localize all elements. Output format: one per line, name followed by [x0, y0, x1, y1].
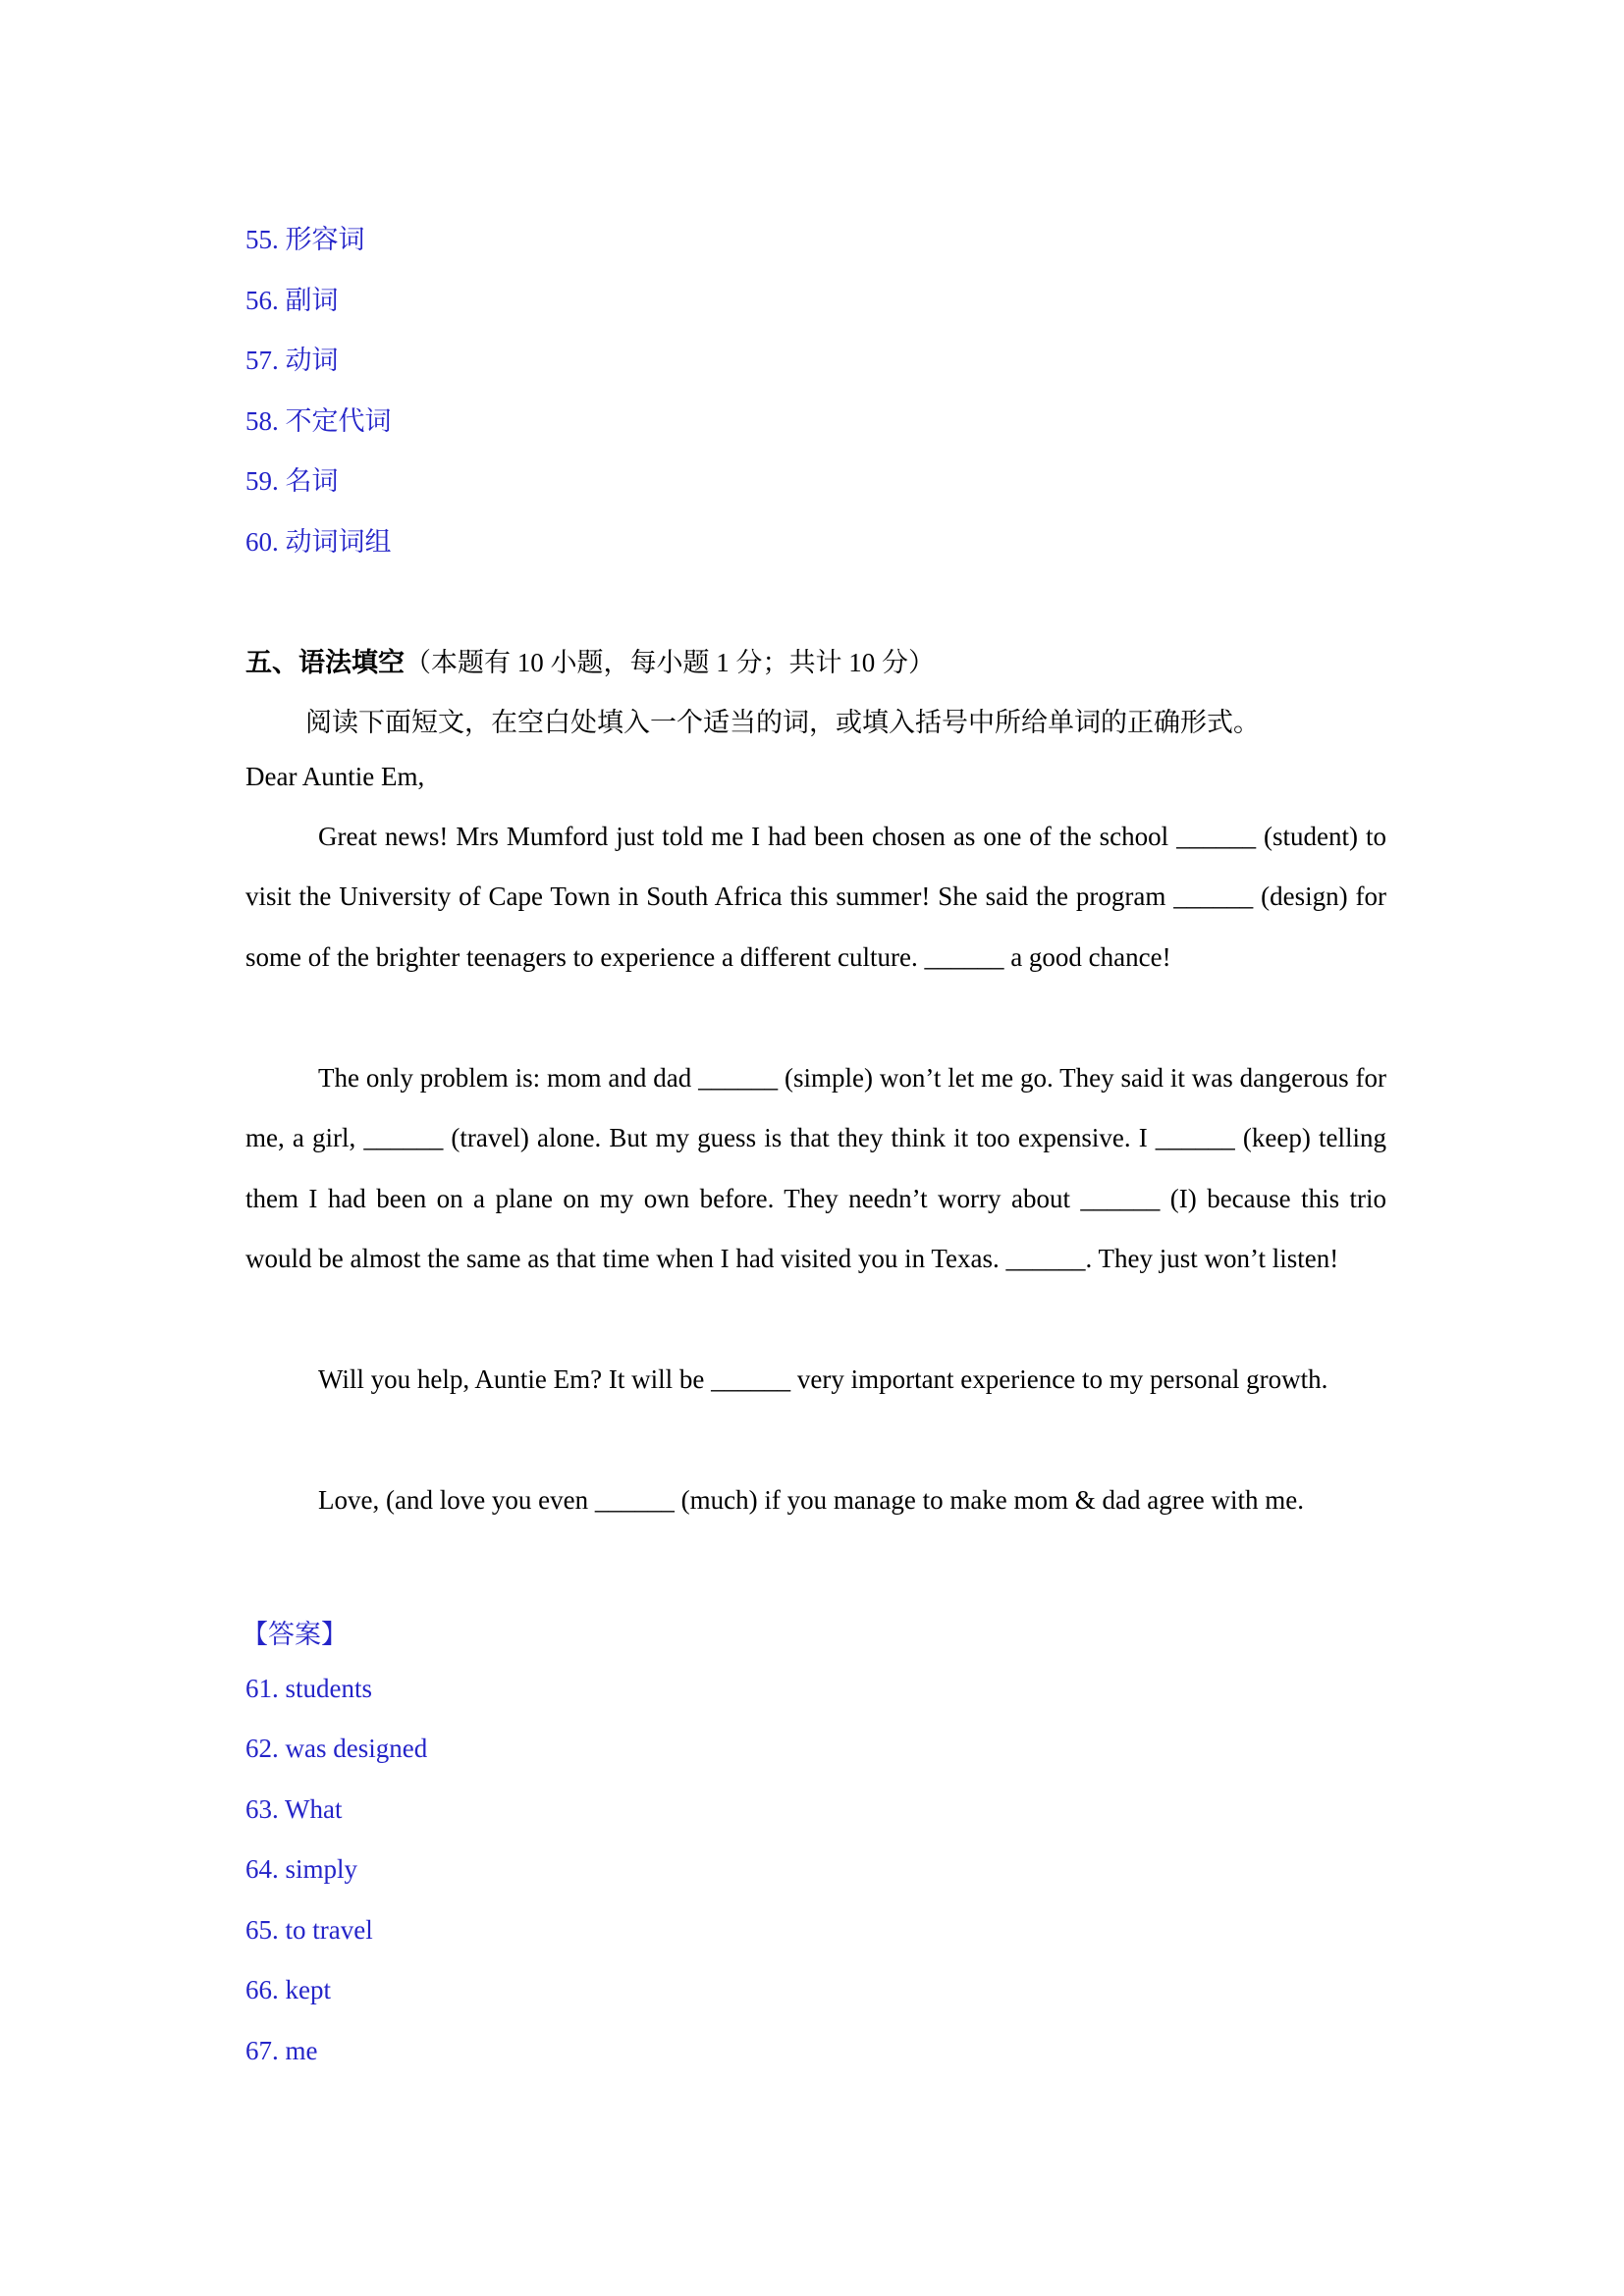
answer-label: 【答案】 [242, 1620, 348, 1649]
prev-answer-59 [245, 459, 339, 498]
letter-paragraph-1: Great news! Mrs Mumford just told me I had been chosen as one of the school ______ (student) to visit the University of Cape Town in South Africa this summer! She said the program ______ (design) for some of the brighter teenagers to experience a different culture. ______ a good chance! [245, 822, 1386, 972]
prev-answer-55 [245, 218, 365, 256]
answer-number: 60. [245, 527, 279, 557]
answer-62 [245, 1734, 427, 1764]
answer-number: 55. [245, 225, 279, 254]
prev-answer-58 [245, 400, 392, 438]
answer-number: 59. [245, 466, 279, 496]
answer-66 [245, 1975, 331, 2005]
section-heading [245, 641, 935, 679]
answer-number: 66. [245, 1975, 279, 2004]
answer-64 [245, 1854, 357, 1885]
prev-answer-60 [245, 520, 392, 559]
answer-text: students [285, 1674, 373, 1703]
answer-67 [245, 2036, 318, 2066]
answer-number: 56. [245, 286, 279, 315]
section-info: （本题有 10 小题，每小题 1 分；共计 10 分） [405, 648, 935, 677]
answer-text: 形容词 [285, 225, 365, 254]
letter-paragraph-3: Will you help, Auntie Em? It will be ______ very important experience to my personal growth. [318, 1364, 1328, 1394]
answer-65 [245, 1915, 373, 1946]
answer-number: 58. [245, 406, 279, 436]
answer-number: 57. [245, 346, 279, 375]
answer-number: 65. [245, 1915, 279, 1945]
answer-text: me [285, 2036, 318, 2065]
answer-61 [245, 1674, 372, 1704]
answer-number: 67. [245, 2036, 279, 2065]
answer-number: 63. [245, 1794, 279, 1824]
section-title: 五、语法填空 [245, 648, 405, 677]
prev-answer-56 [245, 279, 339, 317]
letter-salutation: Dear Auntie Em, [245, 762, 425, 791]
prev-answer-57 [245, 339, 339, 377]
answer-text: 副词 [285, 286, 339, 315]
answer-text: to travel [285, 1915, 373, 1945]
answer-text: 不定代词 [285, 406, 392, 436]
answer-number: 62. [245, 1734, 279, 1763]
answer-text: 名词 [285, 466, 339, 496]
answer-text: 动词词组 [285, 527, 392, 557]
answer-text: simply [285, 1854, 358, 1884]
answer-text: What [285, 1794, 343, 1824]
letter-paragraph-2: The only problem is: mom and dad ______ (simple) won’t let me go. They said it was dangerous for me, a girl, ______ (travel) alone. But my guess is that they think it too expensive. I ______ (keep) telling them I had been on a plane on my own before. They needn’t worry about ______ (I) because this trio would be almost the same as that time when I had visited you in Texas. ______. They just won’t listen! [245, 1063, 1386, 1274]
letter-paragraph-4: Love, (and love you even ______ (much) if you manage to make mom & dad agree with me. [318, 1485, 1304, 1515]
answer-number: 61. [245, 1674, 279, 1703]
answer-number: 64. [245, 1854, 279, 1884]
section-instruction: 阅读下面短文，在空白处填入一个适当的词，或填入括号中所给单词的正确形式。 [305, 708, 1260, 737]
answer-text: 动词 [285, 346, 339, 375]
answer-text: kept [285, 1975, 331, 2004]
answer-text: was designed [285, 1734, 428, 1763]
answer-63 [245, 1794, 343, 1825]
